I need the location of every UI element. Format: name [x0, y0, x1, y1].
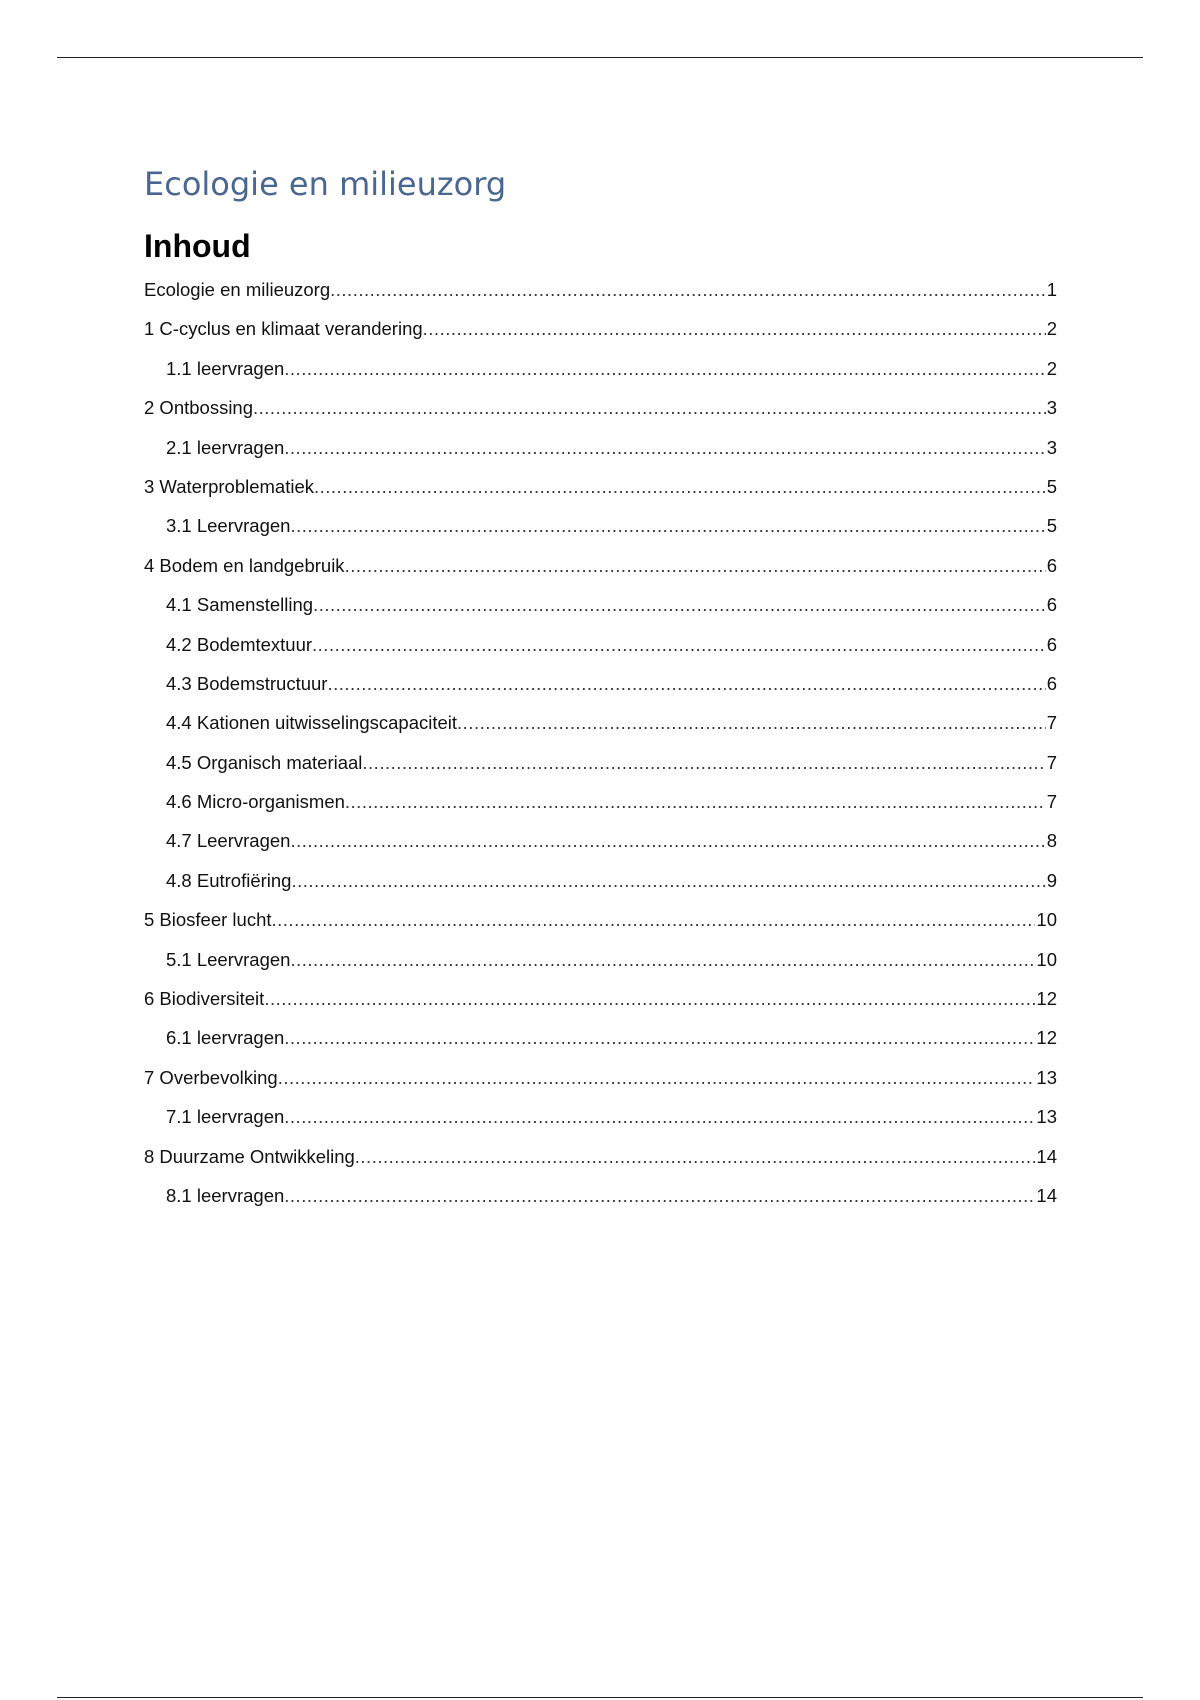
- toc-entry[interactable]: [144, 625, 1057, 664]
- toc-entry-page: 6: [1046, 594, 1057, 616]
- toc-entry-label: 5.1 Leervragen: [166, 948, 291, 970]
- toc-dot-leader: [330, 270, 1046, 309]
- toc-entry[interactable]: [144, 782, 1057, 821]
- toc-entry-page: 12: [1036, 988, 1057, 1010]
- toc-entry-label: 2.1 leervragen: [166, 436, 285, 458]
- toc-dot-leader: [457, 703, 1046, 742]
- toc-dot-leader: [291, 861, 1045, 900]
- toc-entry[interactable]: [144, 349, 1057, 388]
- toc-entry[interactable]: [144, 664, 1057, 703]
- toc-entry[interactable]: [144, 1058, 1057, 1097]
- toc-entry[interactable]: [144, 506, 1057, 545]
- toc-dot-leader: [345, 782, 1046, 821]
- toc-entry[interactable]: [144, 467, 1057, 506]
- toc-entry-label: 4.5 Organisch materiaal: [166, 751, 363, 773]
- toc-entry[interactable]: [144, 861, 1057, 900]
- toc-dot-leader: [284, 428, 1045, 467]
- toc-dot-leader: [355, 1137, 1036, 1176]
- toc-dot-leader: [284, 349, 1045, 388]
- toc-dot-leader: [314, 467, 1046, 506]
- toc-dot-leader: [290, 506, 1045, 545]
- toc-dot-leader: [284, 1097, 1035, 1136]
- toc-heading: Inhoud: [144, 228, 251, 264]
- toc-entry-label: 3.1 Leervragen: [166, 515, 291, 537]
- toc-entry-label: 6.1 leervragen: [166, 1027, 285, 1049]
- toc-entry-label: 3 Waterproblematiek: [144, 475, 314, 497]
- toc-entry-page: 2: [1046, 357, 1057, 379]
- toc-dot-leader: [423, 309, 1046, 348]
- toc-entry-page: 1: [1046, 279, 1057, 300]
- toc-entry[interactable]: [144, 900, 1057, 939]
- toc-entry-page: 5: [1046, 475, 1057, 497]
- toc-dot-leader: [362, 743, 1045, 782]
- table-of-contents: [144, 270, 1057, 1215]
- toc-dot-leader: [345, 546, 1046, 585]
- toc-entry-page: 6: [1046, 554, 1057, 576]
- toc-entry-page: 6: [1046, 633, 1057, 655]
- toc-entry-label: 8 Duurzame Ontwikkeling: [144, 1145, 355, 1167]
- toc-entry-page: 3: [1046, 397, 1057, 419]
- toc-dot-leader: [327, 664, 1045, 703]
- document-title: Ecologie en milieuzorg: [144, 165, 507, 203]
- toc-entry-page: 13: [1036, 1106, 1057, 1128]
- toc-entry-page: 7: [1046, 712, 1057, 734]
- toc-entry-label: 1.1 leervragen: [166, 357, 285, 379]
- toc-dot-leader: [313, 585, 1046, 624]
- toc-entry-label: 4.2 Bodemtextuur: [166, 633, 313, 655]
- toc-entry-label: 4.4 Kationen uitwisselingscapaciteit: [166, 712, 458, 734]
- toc-dot-leader: [284, 1018, 1035, 1057]
- toc-entry[interactable]: [144, 1176, 1057, 1215]
- toc-entry-page: 14: [1036, 1145, 1057, 1167]
- toc-entry-page: 7: [1046, 791, 1057, 813]
- toc-entry[interactable]: [144, 821, 1057, 860]
- toc-dot-leader: [312, 625, 1046, 664]
- toc-entry[interactable]: [144, 585, 1057, 624]
- toc-entry-label: 4.8 Eutrofiëring: [166, 869, 292, 891]
- toc-dot-leader: [284, 1176, 1035, 1215]
- toc-entry[interactable]: [144, 428, 1057, 467]
- toc-entry-page: 13: [1036, 1066, 1057, 1088]
- toc-entry-label: 4.3 Bodemstructuur: [166, 672, 328, 694]
- toc-dot-leader: [272, 900, 1036, 939]
- toc-entry-page: 14: [1036, 1184, 1057, 1206]
- toc-entry-page: 10: [1036, 948, 1057, 970]
- toc-entry-label: 4 Bodem en landgebruik: [144, 554, 345, 576]
- toc-entry-label: 1 C-cyclus en klimaat verandering: [144, 318, 423, 340]
- toc-entry-label: 5 Biosfeer lucht: [144, 909, 272, 931]
- toc-entry-label: 4.6 Micro-organismen: [166, 791, 345, 813]
- toc-entry-page: 2: [1046, 318, 1057, 340]
- header-rule: [57, 57, 1143, 58]
- toc-entry[interactable]: [144, 703, 1057, 742]
- toc-entry-label: 7.1 leervragen: [166, 1106, 285, 1128]
- toc-entry[interactable]: [144, 388, 1057, 427]
- toc-entry-page: 9: [1046, 869, 1057, 891]
- footer-rule: [57, 1697, 1143, 1698]
- toc-entry-page: 5: [1046, 515, 1057, 537]
- page-content: [144, 160, 1057, 1215]
- toc-entry-label: 2 Ontbossing: [144, 397, 254, 419]
- toc-entry[interactable]: [144, 1137, 1057, 1176]
- toc-entry-label: 4.1 Samenstelling: [166, 594, 314, 616]
- toc-entry-label: 7 Overbevolking: [144, 1066, 278, 1088]
- toc-entry-page: 6: [1046, 672, 1057, 694]
- toc-entry[interactable]: [144, 1018, 1057, 1057]
- toc-entry[interactable]: [144, 546, 1057, 585]
- toc-dot-leader: [264, 979, 1035, 1018]
- toc-entry[interactable]: [144, 309, 1057, 348]
- toc-entry[interactable]: [144, 743, 1057, 782]
- toc-entry-label: 4.7 Leervragen: [166, 830, 291, 852]
- toc-entry-page: 3: [1046, 436, 1057, 458]
- toc-entry-page: 7: [1046, 751, 1057, 773]
- toc-entry-label: 6 Biodiversiteit: [144, 988, 265, 1010]
- toc-entry-page: 8: [1046, 830, 1057, 852]
- toc-dot-leader: [290, 940, 1035, 979]
- toc-dot-leader: [278, 1058, 1036, 1097]
- toc-entry[interactable]: [144, 940, 1057, 979]
- toc-entry-page: 10: [1036, 909, 1057, 931]
- toc-entry-label: 8.1 leervragen: [166, 1184, 285, 1206]
- toc-entry-page: 12: [1036, 1027, 1057, 1049]
- toc-dot-leader: [290, 821, 1045, 860]
- toc-entry-label: Ecologie en milieuzorg: [144, 279, 331, 300]
- toc-entry[interactable]: [144, 1097, 1057, 1136]
- toc-entry[interactable]: [144, 270, 1057, 309]
- toc-entry[interactable]: [144, 979, 1057, 1018]
- toc-dot-leader: [253, 388, 1046, 427]
